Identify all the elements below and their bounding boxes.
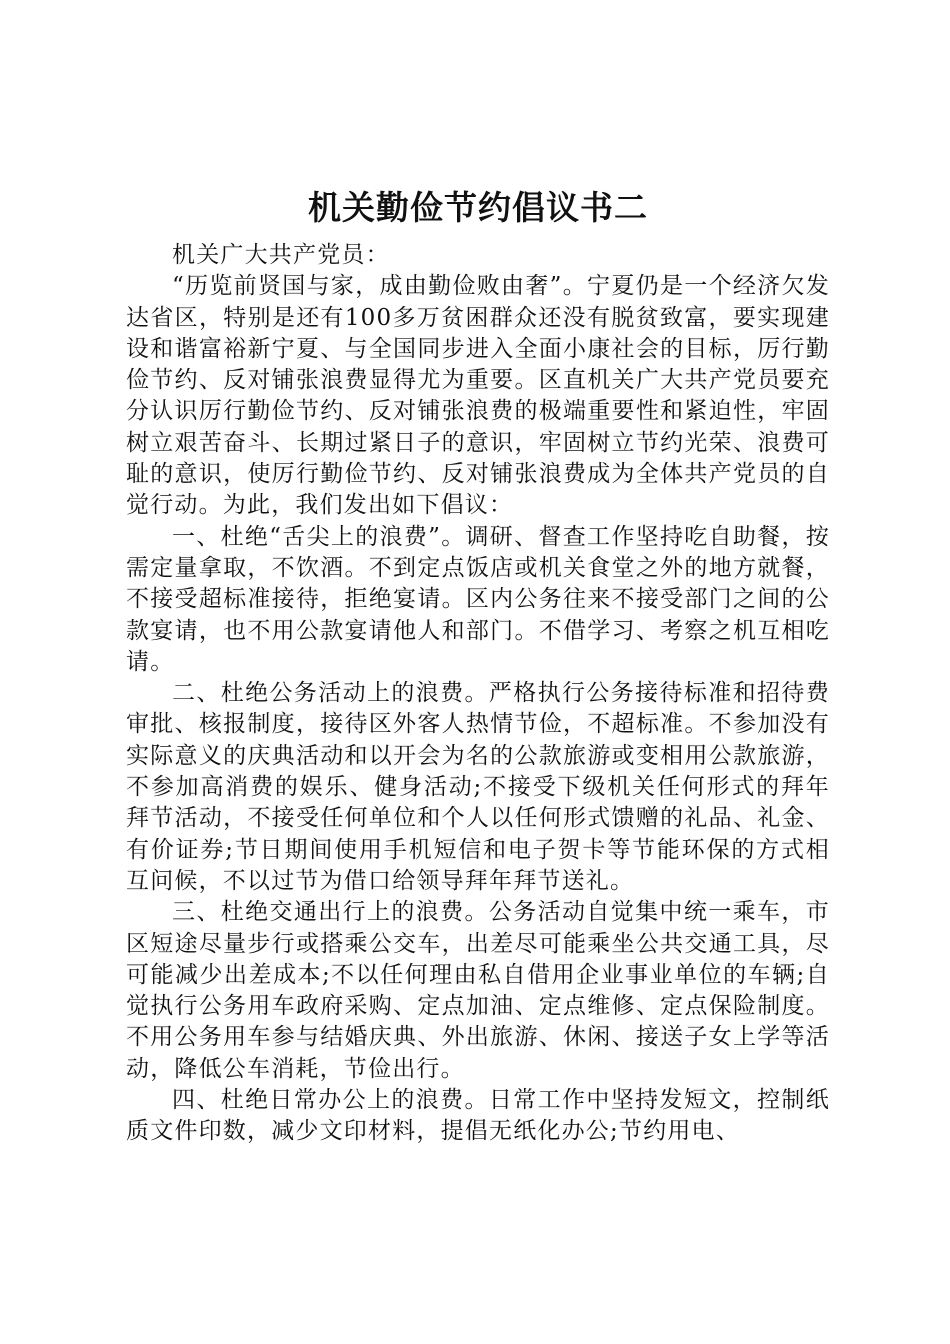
paragraph-item-1: 一、杜绝“舌尖上的浪费”。调研、督查工作坚持吃自助餐，按需定量拿取，不饮酒。不到定点饭店或机关食堂之外的地方就餐，不接受超标准接待，拒绝宴请。区内公务往来不接受部门之间的公款宴请，也不用公款宴请他人和部门。不借学习、考察之机互相吃请。 <box>126 523 830 675</box>
paragraph-intro: “历览前贤国与家，成由勤俭败由奢”。宁夏仍是一个经济欠发达省区，特别是还有100多万贫困群众还没有脱贫致富，要实现建设和谐富裕新宁夏、与全国同步进入全面小康社会的目标，厉行勤俭节约、反对铺张浪费显得尤为重要。区直机关广大共产党员要充分认识厉行勤俭节约、反对铺张浪费的极端重要性和紧迫性，牢固树立艰苦奋斗、长期过紧日子的意识，牢固树立节约光荣、浪费可耻的意识，使厉行勤俭节约、反对铺张浪费成为全体共产党员的自觉行动。为此，我们发出如下倡议： <box>126 273 830 519</box>
document-title: 机关勤俭节约倡议书二 <box>308 188 648 227</box>
greeting: 机关广大共产党员： <box>172 242 390 268</box>
paragraph-item-4: 四、杜绝日常办公上的浪费。日常工作中坚持发短文，控制纸质文件印数，减少文印材料，提倡无纸化办公;节约用电、 <box>126 1087 830 1145</box>
paragraph-item-2: 二、杜绝公务活动上的浪费。严格执行公务接待标准和招待费审批、核报制度，接待区外客人热情节俭，不超标准。不参加没有实际意义的庆典活动和以开会为名的公款旅游或变相用公款旅游，不参加高消费的娱乐、健身活动;不接受下级机关任何形式的拜年拜节活动，不接受任何单位和个人以任何形式馈赠的礼品、礼金、有价证券;节日期间使用手机短信和电子贺卡等节能环保的方式相互问候，不以过节为借口给领导拜年拜节送礼。 <box>126 680 830 894</box>
document-page <box>126 178 830 1148</box>
paragraph-item-3: 三、杜绝交通出行上的浪费。公务活动自觉集中统一乘车，市区短途尽量步行或搭乘公交车，出差尽可能乘坐公共交通工具，尽可能减少出差成本;不以任何理由私自借用企业事业单位的车辆;自觉执行公务用车政府采购、定点加油、定点维修、定点保险制度。不用公务用车参与结婚庆典、外出旅游、休闲、接送子女上学等活动，降低公车消耗，节俭出行。 <box>126 899 830 1082</box>
